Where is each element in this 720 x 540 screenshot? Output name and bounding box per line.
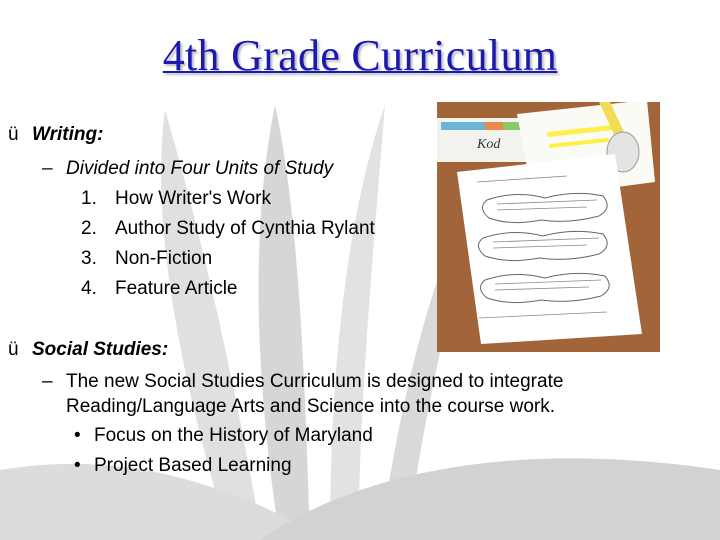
dash-marker: – — [42, 371, 53, 392]
bullet-icon: • — [74, 425, 81, 446]
unit-item — [81, 217, 375, 241]
unit-label: Feature Article — [115, 278, 238, 299]
worksheet-label: Kod — [477, 137, 501, 152]
writing-heading — [8, 123, 103, 147]
social-studies-description — [42, 370, 563, 394]
bullet-text: Focus on the History of Maryland — [94, 425, 373, 446]
social-studies-heading — [8, 338, 168, 362]
unit-item — [81, 277, 238, 301]
social-studies-line-2: Reading/Language Arts and Science into the course work. — [66, 396, 556, 417]
writing-heading-text: Writing: — [32, 124, 104, 145]
unit-number: 3. — [81, 248, 97, 269]
unit-item — [81, 247, 212, 271]
student-worksheet-photo — [437, 102, 660, 352]
unit-label: Author Study of Cynthia Rylant — [115, 218, 375, 239]
writing-subheading — [42, 157, 333, 181]
bullet-item — [74, 454, 292, 478]
bullet-icon: • — [74, 455, 81, 476]
writing-subheading-text: Divided into Four Units of Study — [66, 158, 334, 179]
unit-number: 1. — [81, 188, 97, 209]
unit-label: How Writer's Work — [115, 188, 271, 209]
bullet-item — [74, 424, 373, 448]
checkmark-icon: ü — [8, 124, 19, 145]
unit-label: Non-Fiction — [115, 248, 213, 269]
social-studies-line-1: The new Social Studies Curriculum is designed to integrate — [66, 371, 564, 392]
bullet-text: Project Based Learning — [94, 455, 292, 476]
dash-marker: – — [42, 158, 53, 179]
slide-title: 4th Grade Curriculum — [162, 31, 558, 80]
checkmark-icon: ü — [8, 339, 19, 360]
unit-item — [81, 187, 271, 211]
unit-number: 2. — [81, 218, 97, 239]
unit-number: 4. — [81, 278, 97, 299]
social-studies-heading-text: Social Studies: — [32, 339, 169, 360]
